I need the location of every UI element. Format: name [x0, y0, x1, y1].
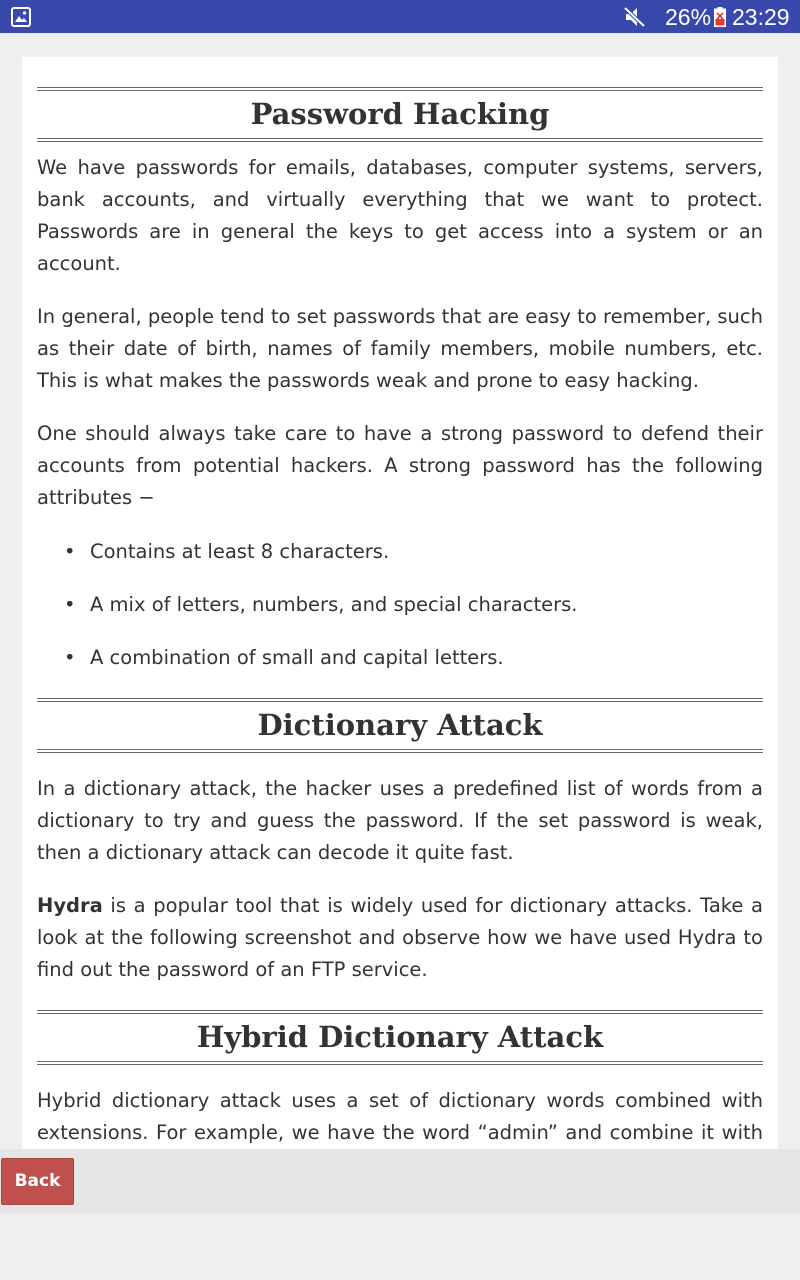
article-card	[22, 57, 778, 1149]
paragraph: Hybrid dictionary attack uses a set of dictionary words combined with extensions. For example, we have the word “admin” and combine it with	[37, 1089, 763, 1144]
paragraph: We have passwords for emails, databases, computer systems, servers, bank accounts, and virtually everything that we want to protect. Passwords are in general the keys to get access into a system or an account.	[37, 156, 763, 275]
hydra-term: Hydra	[37, 894, 103, 917]
battery-percent: 26%	[665, 4, 712, 30]
battery-icon	[714, 7, 726, 27]
article-content	[37, 87, 763, 1181]
gallery-icon	[11, 7, 31, 27]
status-bar	[0, 0, 800, 33]
back-button[interactable]: Back	[1, 1158, 74, 1205]
attribute-list	[37, 536, 763, 674]
clock: 23:29	[732, 4, 790, 30]
section-title-dictionary-attack: Dictionary Attack	[37, 698, 763, 753]
footer-bar	[0, 1149, 800, 1214]
list-item: • A mix of letters, numbers, and special characters.	[37, 589, 763, 621]
paragraph: One should always take care to have a strong password to defend their accounts from potential hackers. A strong password has the following attributes −	[37, 422, 763, 509]
paragraph: In a dictionary attack, the hacker uses a predefined list of words from a dictionary to try and guess the password. If the set password is weak, then a dictionary attack can decode it quite fast.	[37, 777, 763, 864]
mute-icon	[622, 5, 648, 29]
section-title-password-hacking: Password Hacking	[37, 87, 763, 142]
paragraph	[37, 890, 763, 986]
list-item: • Contains at least 8 characters.	[37, 536, 763, 568]
section-title-hybrid-dictionary-attack: Hybrid Dictionary Attack	[37, 1010, 763, 1065]
paragraph: In general, people tend to set passwords that are easy to remember, such as their date of birth, names of family members, mobile numbers, etc. This is what makes the passwords weak and prone to easy hacking.	[37, 305, 763, 392]
list-item: • A combination of small and capital letters.	[37, 642, 763, 674]
hydra-description: is a popular tool that is widely used for dictionary attacks. Take a look at the following screenshot and observe how we have used Hydra to find out the password of an FTP service.	[37, 894, 763, 981]
